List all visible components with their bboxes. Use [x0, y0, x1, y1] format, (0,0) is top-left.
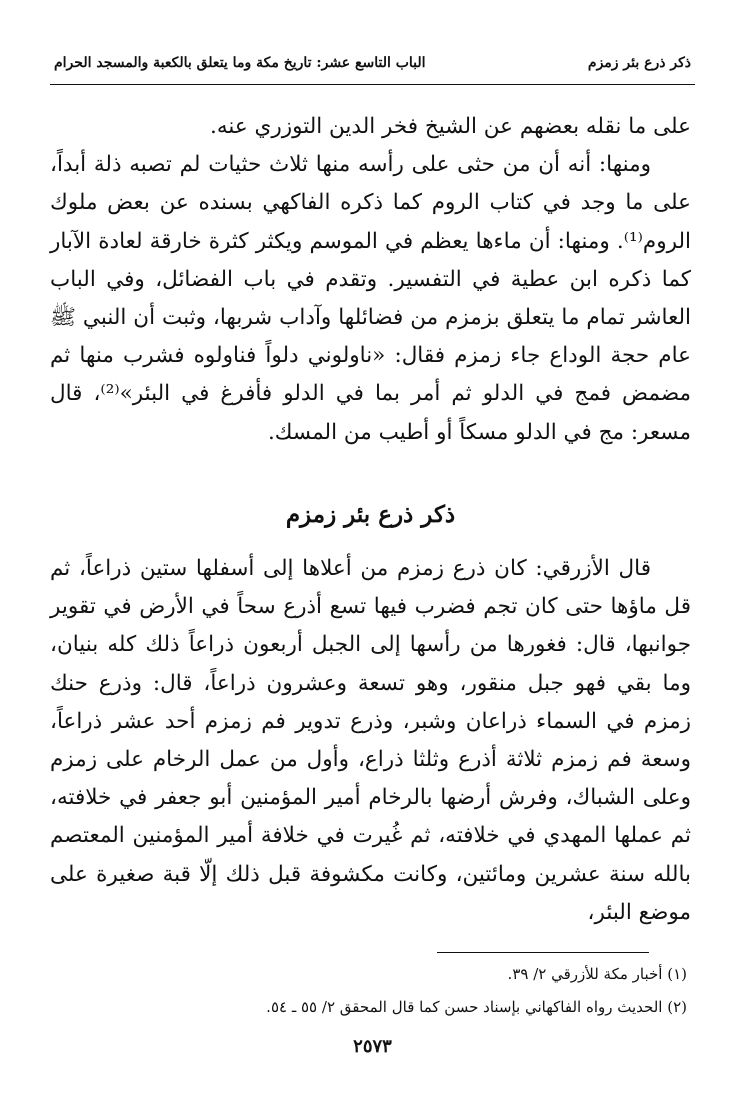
page-number: ٢٥٧٣ — [353, 1036, 392, 1057]
footnote-divider — [437, 952, 649, 953]
running-header — [54, 50, 691, 76]
header-divider — [50, 84, 695, 85]
footnotes — [50, 958, 687, 1024]
paragraph: قال الأزرقي: كان ذرع زمزم من أعلاها إلى أسفلها ستين ذراعاً، ثم قل ماؤها حتى كان تجم فضرب فيها تسع أذرع سحاً في الأرض في تقوير جوانبها، قال: فغورها من رأسها إلى الجبل أربعون ذراعاً ذلك كله بنيان، وما بقي فهو جبل منقور، وهو تسعة وعشرون ذراعاً، قال: وذرع حنك زمزم في السماء ذراعان وشبر، وذرع تدوير فم زمزم أحد عشر ذراعاً، وسعة فم زمزم ثلاثة أذرع وثلثا ذراع، وأول من عمل الرخام على زمزم وعلى الشباك، وفرش أرضها بالرخام أمير المؤمنين أبو جعفر في خلافته، ثم عملها المهدي في خلافته، ثم غُيرت في خلافة أمير المؤمنين المعتصم بالله سنة عشرين ومائتين، وكانت مكشوفة قبل ذلك إلّا قبة صغيرة على موضع البئر، — [50, 556, 691, 925]
footnote-1: (١) أخبار مكة للأزرقي ٢/ ٣٩. — [507, 965, 687, 983]
footnote-2: (٢) الحديث رواه الفاكهاني بإسناد حسن كما قال المحقق ٢/ ٥٥ ـ ٥٤. — [266, 998, 687, 1016]
paragraph: على ما نقله بعضهم عن الشيخ فخر الدين التوزري عنه. — [210, 114, 691, 139]
body-text-top — [50, 108, 691, 452]
header-section-title: ذكر ذرع بئر زمزم — [587, 55, 691, 71]
paragraph: ومنها: أنه أن من حثى على رأسه منها ثلاث حثيات لم تصبه ذلة أبداً، على ما وجد في كتاب الروم كما ذكره الفاكهي بسنده عن بعض ملوك الروم⁽¹⁾. ومنها: أن ماءها يعظم في الموسم ويكثر كثرة خارقة لعادة الآبار كما ذكره ابن عطية في التفسير. وتقدم في باب الفضائل، وفي الباب العاشر تمام ما يتعلق بزمزم من فضائلها وآداب شربها، وثبت أن النبي ﷺ عام حجة الوداع جاء زمزم فقال: «ناولوني دلواً فناولوه فشرب منها ثم مضمض فمج في الدلو ثم أمر بما في الدلو فأفرغ في البئر»⁽²⁾، قال مسعر: مج في الدلو مسكاً أو أطيب من المسك. — [50, 152, 691, 445]
body-text-bottom — [50, 550, 691, 932]
header-chapter-title: الباب التاسع عشر: تاريخ مكة وما يتعلق بالكعبة والمسجد الحرام — [54, 55, 426, 71]
section-heading: ذكر ذرع بئر زمزم — [285, 501, 456, 528]
